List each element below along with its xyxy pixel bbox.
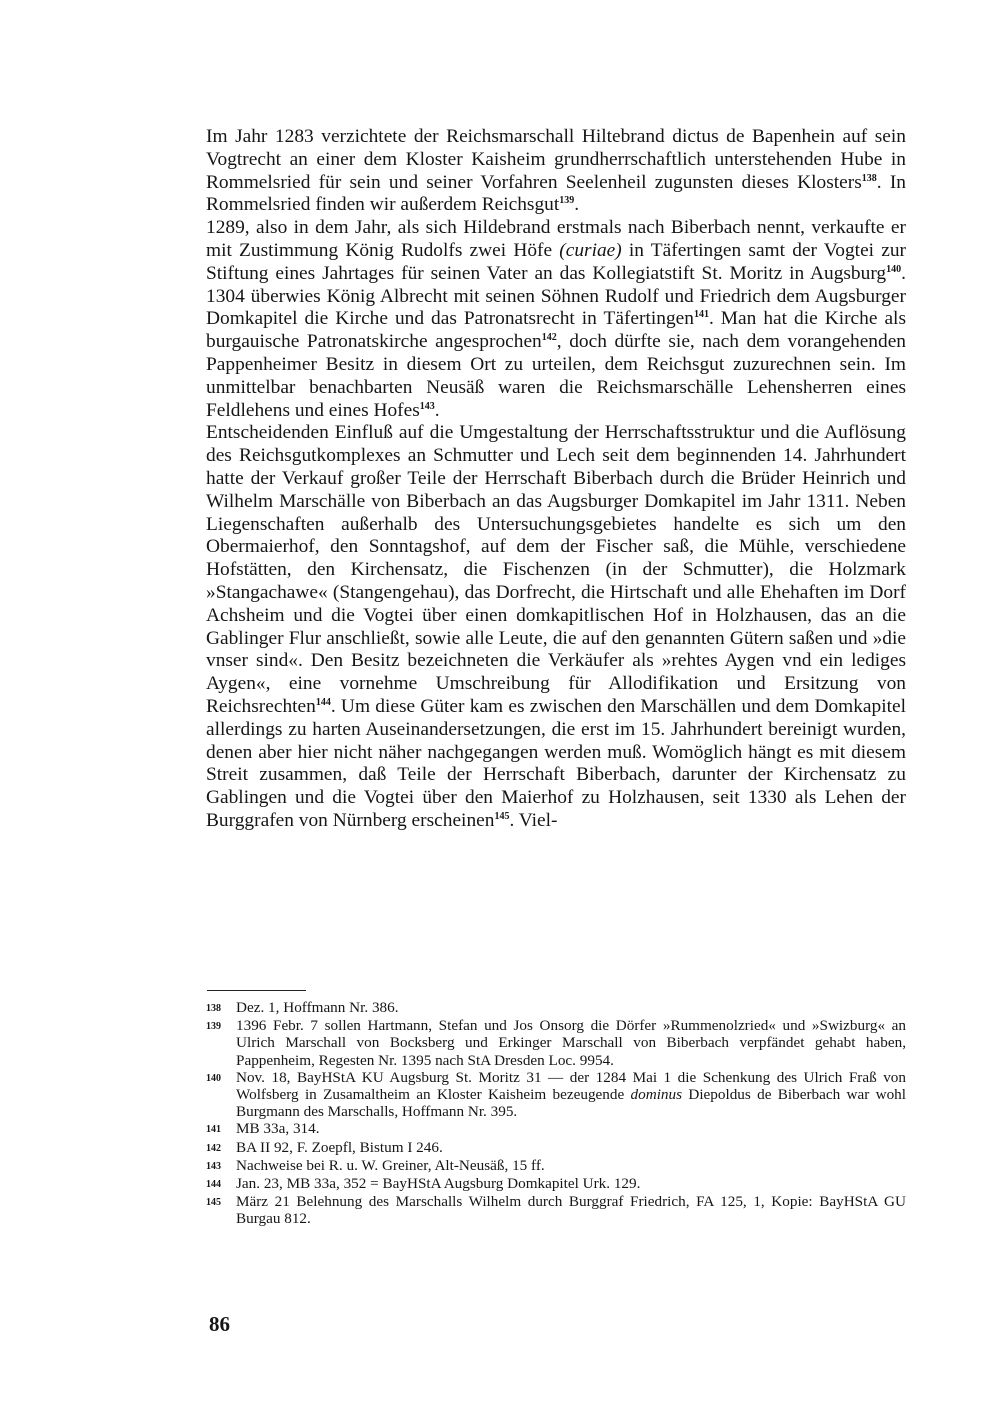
main-text xyxy=(206,126,906,833)
text-run: Nachweise bei R. u. W. Greiner, Alt-Neusäß, 15 ff. xyxy=(236,1156,545,1174)
footnote-reference: 142 xyxy=(541,332,557,344)
text-run: Entscheidenden Einfluß auf die Umgestaltung der Herrschaftsstruktur und die Auflösung des Reichsgutkomplexes an Schmutter und Lech seit dem beginnenden 14. Jahrhundert hatte der Verkauf großer Teile der Herrschaft Biberbach durch die Brüder Heinrich und Wilhelm Marschälle von Biberbach an das Augsburger Domkapitel im Jahr 1311. Neben Liegenschaften außerhalb des Untersuchungsgebietes handelte es sich um den Obermaierhof, den Sonntagshof, auf dem der Fischer saß, die Mühle, verschiedene Hofstätten, den Kirchensatz, die Fischenzen (in der Schmutter), die Holzmark »Stangachawe« (Stangengehau), das Dorfrecht, die Hirtschaft und alle Ehehaften im Dorf Achsheim und die Vogtei über einen domkapitlischen Hof in Holzhausen, das an die Gablinger Flur anschließt, sowie alle Leute, die auf den genannten Gütern saßen und »die vnser sind«. Den Besitz bezeichneten die Verkäufer als »rehtes Aygen vnd ein lediges Aygen«, eine vornehme Umschreibung für Allodifikation und Ersitzung von Reichsrechten xyxy=(206,422,906,717)
text-run: . xyxy=(434,399,440,421)
footnote xyxy=(206,999,906,1017)
text-run: in Täfertingen samt der Vogtei zur Stiftung eines Jahrtages für seinen Vater an das Kollegiatstift St. Moritz in Augsburg xyxy=(206,239,906,284)
footnote xyxy=(206,1120,906,1138)
text-run: MB 33a, 314. xyxy=(236,1120,320,1138)
footnote-number: 144 xyxy=(206,1179,221,1191)
text-run: Dez. 1, Hoffmann Nr. 386. xyxy=(236,999,399,1016)
footnotes xyxy=(206,999,906,1228)
footnote xyxy=(206,1069,906,1121)
text-run: Diepoldus de Biberbach war wohl Burgmann des Marschalls, Hoffmann Nr. 395. xyxy=(236,1086,906,1121)
footnote-text xyxy=(236,1193,906,1227)
footnote-separator xyxy=(207,990,306,991)
footnote-number: 138 xyxy=(206,1003,221,1014)
text-run: . Um diese Güter kam es zwischen den Marschällen und dem Domkapitel allerdings zu harten Auseinandersetzungen, die erst im 15. Jahrhundert bereinigt wurden, denen aber hier nicht näher nachgegangen werden muß. Womöglich hängt es mit diesem Streit zusammen, daß Teile der Herrschaft Biberbach, darunter der Kirchensatz zu Gablingen und die Vogtei über den Maierhof zu Holzhausen, seit 1330 als Lehen der Burggrafen von Nürnberg erscheinen xyxy=(206,695,906,831)
footnote-number: 142 xyxy=(206,1142,221,1154)
footnote-number: 143 xyxy=(206,1160,221,1172)
footnote-reference: 139 xyxy=(559,195,575,207)
footnote-reference: 145 xyxy=(494,810,510,822)
text-run: , doch dürfte sie, nach dem vorangehenden Pappenheimer Besitz in diesem Ort zu urteilen, dem Reichsgut zuzurechnen sein. Im unmittelbar benachbarten Neusäß waren die Reichsmarschälle Lehensherren eines Feldlehens und eines Hofes xyxy=(206,331,906,421)
text-run: . Man hat die Kirche als burgauische Patronatskirche angesprochen xyxy=(206,308,906,353)
paragraph xyxy=(206,422,906,832)
footnote xyxy=(206,1193,906,1227)
footnote-reference: 141 xyxy=(693,309,709,321)
text-run: . Viel- xyxy=(509,809,558,831)
footnote-reference: 143 xyxy=(419,400,435,412)
footnote-text xyxy=(236,1069,906,1121)
footnote-number: 140 xyxy=(206,1072,221,1084)
text-run: . 1304 überwies König Albrecht mit seinen Söhnen Rudolf und Friedrich dem Augsburger Domkapitel die Kirche und das Patronatsrecht in Täfertingen xyxy=(206,262,906,330)
footnote-text xyxy=(236,1120,906,1137)
footnote-reference: 140 xyxy=(886,263,902,275)
footnote-number: 139 xyxy=(206,1021,221,1033)
footnote-number: 145 xyxy=(206,1197,221,1209)
italic-text: (curiae) xyxy=(559,239,622,261)
page-number: 86 xyxy=(209,1312,230,1336)
text-run: Nov. 18, BayHStA KU Augsburg St. Moritz 31 — der 1284 Mai 1 die Schenkung des Ulrich Fraß von Wolfsberg in Zusamaltheim an Kloster Kaisheim bezeugende xyxy=(236,1068,906,1104)
footnote-text xyxy=(236,1157,906,1174)
footnote-reference: 138 xyxy=(861,172,877,184)
footnote-number: 141 xyxy=(206,1124,221,1136)
footnote-reference: 144 xyxy=(315,696,331,708)
text-run: . In Rommelsried finden wir außerdem Reichsgut xyxy=(206,171,906,216)
footnote-text xyxy=(236,999,906,1016)
text-run: 1289, also in dem Jahr, als sich Hildebrand erstmals nach Biberbach nennt, verkaufte er mit Zustimmung König Rudolfs zwei Höfe xyxy=(206,217,906,261)
footnote xyxy=(206,1139,906,1157)
footnote-text xyxy=(236,1139,906,1156)
paragraph xyxy=(206,126,906,217)
footnote-text xyxy=(236,1017,906,1069)
text-run: 1396 Febr. 7 sollen Hartmann, Stefan und Jos Onsorg die Dörfer »Rummenolzried« und »Swizburg« an Ulrich Marschall von Bocksberg und Erkinger Marschall von Biberbach verpfändet gehabt haben, Pappenheim, Regesten Nr. 1395 nach StA Dresden Loc. 9954. xyxy=(236,1017,906,1069)
text-run: BA II 92, F. Zoepfl, Bistum I 246. xyxy=(236,1138,443,1156)
italic-text: dominus xyxy=(630,1086,683,1104)
text-run: Jan. 23, MB 33a, 352 = BayHStA Augsburg Domkapitel Urk. 129. xyxy=(236,1175,641,1193)
footnote xyxy=(206,1157,906,1175)
footnote xyxy=(206,1017,906,1069)
footnote-text xyxy=(236,1175,906,1192)
text-run: März 21 Belehnung des Marschalls Wilhelm durch Burggraf Friedrich, FA 125, 1, Kopie: BayHStA GU Burgau 812. xyxy=(236,1193,906,1228)
footnote xyxy=(206,1175,906,1193)
text-run: Im Jahr 1283 verzichtete der Reichsmarschall Hiltebrand dictus de Bapenhein auf sein Vogtrecht an einer dem Kloster Kaisheim grundherrschaftlich unterstehenden Hube in Rommelsried für sein und seiner Vorfahren Seelenheil zugunsten dieses Klosters xyxy=(206,126,906,193)
text-run: . xyxy=(574,194,580,216)
paragraph xyxy=(206,217,906,422)
